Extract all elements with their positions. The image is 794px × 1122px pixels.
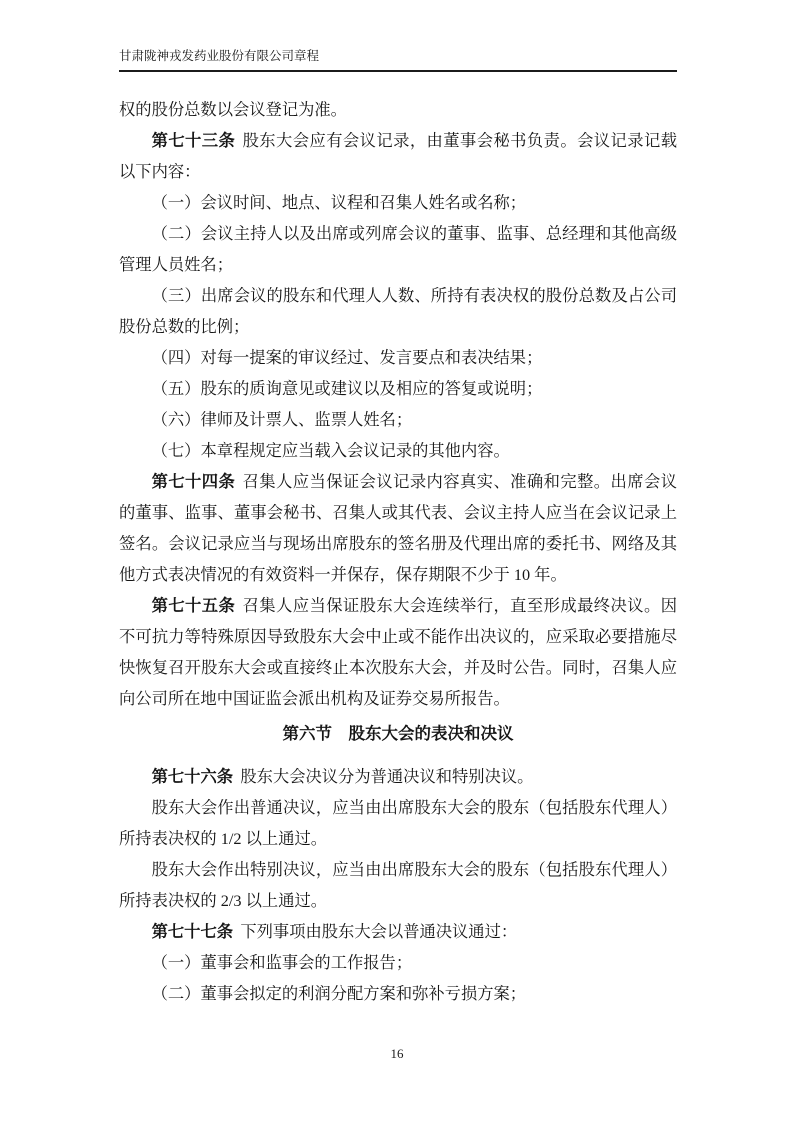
article-number: 第七十三条 <box>151 131 236 150</box>
paragraph <box>119 761 677 792</box>
article-number: 第七十六条 <box>151 767 234 786</box>
paragraph-text: （二）会议主持人以及出席或列席会议的董事、监事、总经理和其他高级管理人员姓名； <box>119 224 677 274</box>
paragraph-text: （一）董事会和监事会的工作报告； <box>151 953 413 972</box>
list-item <box>119 373 677 404</box>
paragraph-text: 股东大会决议分为普通决议和特别决议。 <box>240 767 534 786</box>
paragraph-text: 股东大会作出普通决议，应当由出席股东大会的股东（包括股东代理人）所持表决权的 1/2 以上通过。 <box>119 798 677 848</box>
page-footer <box>0 1046 794 1062</box>
paragraph <box>119 792 677 854</box>
list-item <box>119 280 677 342</box>
header-title: 甘肃陇神戎发药业股份有限公司章程 <box>119 49 320 63</box>
article-number: 第七十五条 <box>151 596 236 615</box>
list-item <box>119 947 677 978</box>
paragraph-text: （七）本章程规定应当载入会议记录的其他内容。 <box>151 441 510 460</box>
paragraph-text: （五）股东的质询意见或建议以及相应的答复或说明； <box>151 379 543 398</box>
list-item <box>119 187 677 218</box>
paragraph <box>119 590 677 714</box>
paragraph-text: （二）董事会拟定的利润分配方案和弥补亏损方案； <box>151 984 527 1003</box>
paragraph <box>119 125 677 187</box>
paragraph-text: （四）对每一提案的审议经过、发言要点和表决结果； <box>151 348 543 367</box>
paragraph-text: 权的股份总数以会议登记为准。 <box>119 100 347 119</box>
document-body <box>119 94 677 1009</box>
paragraph <box>119 466 677 590</box>
page-header <box>119 48 677 72</box>
paragraph-text: 召集人应当保证会议记录内容真实、准确和完整。出席会议的董事、监事、董事会秘书、召集人或其代表、会议主持人应当在会议记录上签名。会议记录应当与现场出席股东的签名册及代理出席的委托书、网络及其他方式表决情况的有效资料一并保存，保存期限不少于 10 年。 <box>119 472 677 584</box>
paragraph-text: 股东大会作出特别决议，应当由出席股东大会的股东（包括股东代理人）所持表决权的 2/3 以上通过。 <box>119 860 677 910</box>
section-heading: 第六节 股东大会的表决和决议 <box>282 724 514 743</box>
paragraph-text: （三）出席会议的股东和代理人人数、所持有表决权的股份总数及占公司股份总数的比例； <box>119 286 677 336</box>
list-item <box>119 342 677 373</box>
list-item <box>119 218 677 280</box>
list-item <box>119 404 677 435</box>
paragraph-text: 召集人应当保证股东大会连续举行，直至形成最终决议。因不可抗力等特殊原因导致股东大会中止或不能作出决议的，应采取必要措施尽快恢复召开股东大会或直接终止本次股东大会，并及时公告。同时，召集人应向公司所在地中国证监会派出机构及证券交易所报告。 <box>119 596 677 708</box>
paragraph <box>119 854 677 916</box>
page-number: 16 <box>390 1046 404 1061</box>
paragraph-text: （六）律师及计票人、监票人姓名； <box>151 410 413 429</box>
list-item <box>119 978 677 1009</box>
article-number: 第七十七条 <box>151 922 234 941</box>
paragraph-text: 股东大会应有会议记录，由董事会秘书负责。会议记录记载以下内容： <box>119 131 677 181</box>
list-item <box>119 435 677 466</box>
paragraph <box>119 94 677 125</box>
paragraph-text: 下列事项由股东大会以普通决议通过： <box>240 922 518 941</box>
paragraph-text: （一）会议时间、地点、议程和召集人姓名或名称； <box>151 193 527 212</box>
paragraph <box>119 916 677 947</box>
article-number: 第七十四条 <box>151 472 236 491</box>
